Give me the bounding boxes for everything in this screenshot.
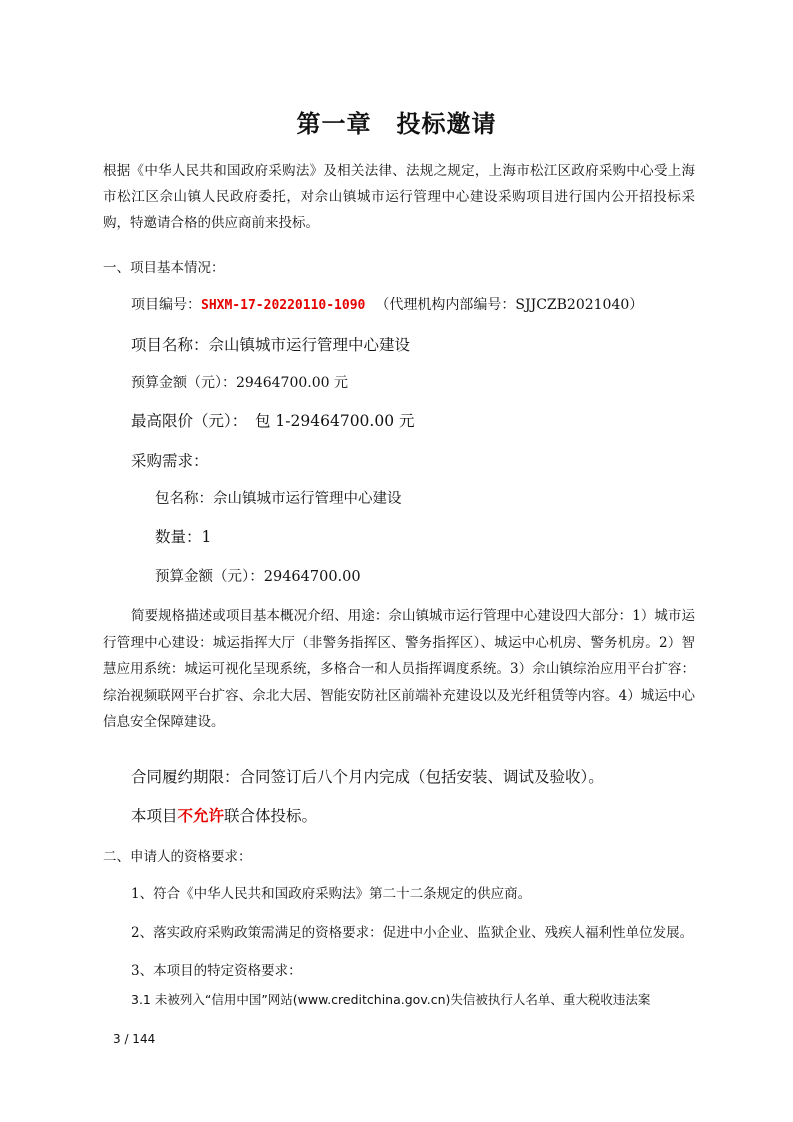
project-number-value: SHXM-17-20220110-1090: [201, 298, 366, 313]
qualification-item-2: 2、落实政府采购政策需满足的资格要求：促进中小企业、监狱企业、残疾人福利性单位发展。: [131, 925, 694, 941]
package-name: 包名称：佘山镇城市运行管理中心建设: [155, 491, 402, 507]
agency-number: （代理机构内部编号：SJJCZB2021040）: [375, 297, 644, 313]
page-number: 3 / 144: [113, 1032, 156, 1046]
section1-heading: 一、项目基本情况：: [103, 260, 225, 276]
package-budget: 预算金额（元）：29464700.00: [155, 569, 361, 585]
consortium-prefix: 本项目: [131, 807, 178, 825]
package-quantity: 数量：1: [155, 528, 212, 546]
max-price: 最高限价（元）： 包 1-29464700.00 元: [131, 412, 415, 430]
consortium-note: [131, 804, 317, 828]
qualification-item-3: 3、本项目的特定资格要求：: [131, 963, 302, 979]
project-number-line: [131, 293, 643, 318]
budget-amount: 预算金额（元）：29464700.00 元: [131, 375, 348, 391]
procurement-demand-label: 采购需求：: [131, 452, 209, 470]
page-title: 第一章 投标邀请: [296, 110, 497, 138]
project-description: 简要规格描述或项目基本概况介绍、用途：佘山镇城市运行管理中心建设四大部分：1）城市运行管理中心建设：城运指挥大厅（非警务指挥区、警务指挥区）、城运中心机房、警务机房。2）智慧应用系统：城运可视化呈现系统，多格合一和人员指挥调度系统。3）佘山镇综治应用平台扩容：综治视频联网平台扩容、佘北大居、智能安防社区前端补充建设以及光纤租赁等内容。4）城运中心信息安全保障建设。: [103, 608, 695, 730]
consortium-highlight: 不允许: [177, 806, 225, 825]
qualification-item-3-1: 3.1 未被列入“信用中国”网站(www.creditchina.gov.cn)失信被执行人名单、重大税收违法案: [131, 992, 651, 1007]
qualification-item-1: 1、符合《中华人民共和国政府采购法》第二十二条规定的供应商。: [131, 886, 532, 902]
section2-heading: 二、申请人的资格要求：: [103, 849, 252, 865]
contract-period: 合同履约期限：合同签订后八个月内完成（包括安装、调试及验收）。: [131, 768, 604, 786]
intro-paragraph: 根据《中华人民共和国政府采购法》及相关法律、法规之规定，上海市松江区政府采购中心受上海市松江区佘山镇人民政府委托，对佘山镇城市运行管理中心建设采购项目进行国内公开招投标采购，特邀请合格的供应商前来投标。: [103, 163, 695, 231]
project-number-label: 项目编号：: [131, 297, 201, 313]
consortium-suffix: 联合体投标。: [224, 807, 318, 825]
project-name: 项目名称：佘山镇城市运行管理中心建设: [131, 336, 411, 354]
